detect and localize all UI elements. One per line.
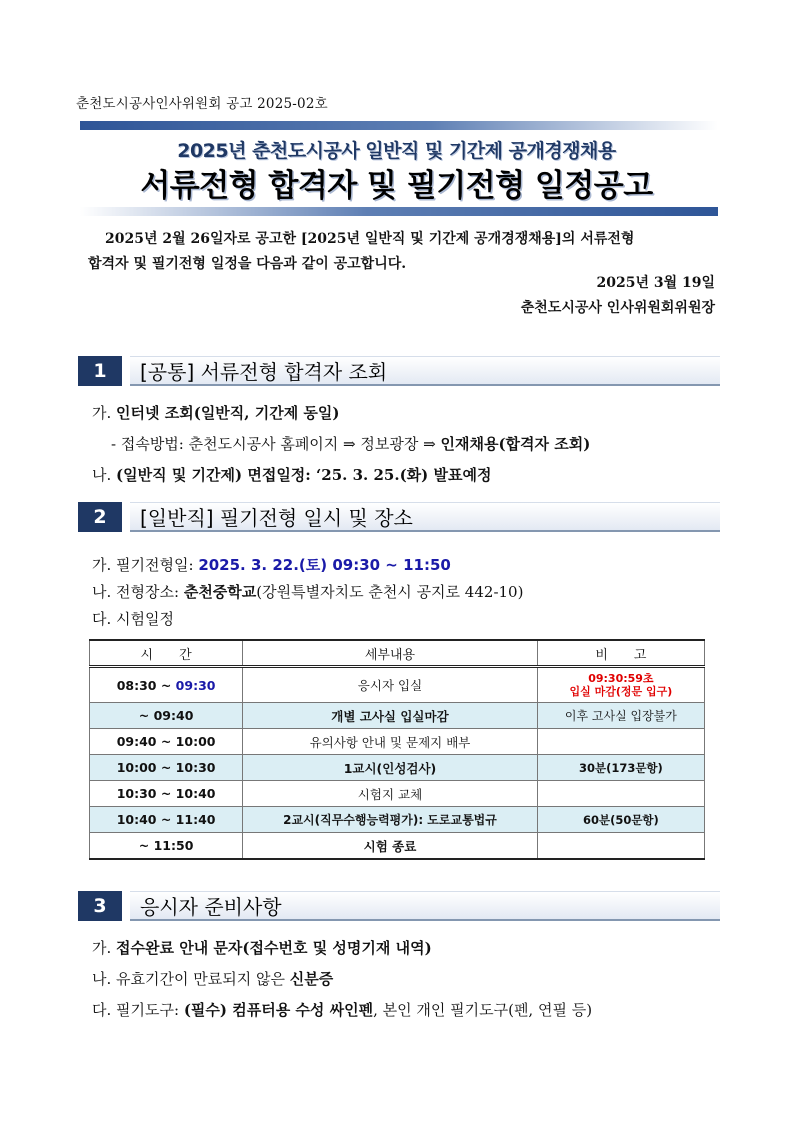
method-prefix: - 접속방법: 춘천도시공사 홈페이지 ⇒ 정보광장 ⇒: [111, 435, 436, 453]
section-title: 응시자 준비사항: [130, 891, 720, 921]
note-cell: [537, 667, 704, 703]
item-marker: 가.: [92, 404, 112, 422]
exam-place-name: 춘천중학교: [183, 583, 257, 601]
time-cell: ~ 09:40: [90, 703, 243, 729]
title-bar-top: [80, 121, 718, 130]
notice-date: 2025년 3월 19일: [596, 275, 715, 291]
section-2-item-ga: [92, 554, 451, 575]
section-1-method: [111, 433, 590, 454]
item-prefix: 나. 유효기간이 만료되지 않은: [92, 970, 285, 988]
title-bar-bottom: [80, 207, 718, 216]
page-title: 서류전형 합격자 및 필기전형 일정공고: [140, 168, 653, 204]
page-subtitle: 2025년 춘천도시공사 일반직 및 기간제 공개경쟁채용: [177, 140, 616, 162]
note-cell: 30분(173문항): [537, 755, 704, 781]
item-marker: 나.: [92, 466, 112, 484]
intro-paragraph: [88, 227, 708, 277]
item-suffix: , 본인 개인 필기도구(펜, 연필 등): [373, 1001, 593, 1019]
table-row: [90, 667, 705, 703]
section-title: [일반직] 필기전형 일시 및 장소: [130, 502, 720, 532]
exam-date-value: 2025. 3. 22.(토) 09:30 ~ 11:50: [198, 556, 451, 574]
time-cell: 10:30 ~ 10:40: [90, 781, 243, 807]
method-bold: 인재채용(합격자 조회): [440, 435, 591, 453]
note-cell: [537, 781, 704, 807]
section-1-header: [78, 356, 720, 386]
header-note: 비 고: [537, 640, 704, 667]
section-2-item-da: 다. 시험일정: [92, 610, 174, 628]
section-3-item-na: [92, 968, 333, 989]
section-3-item-da: [92, 999, 592, 1020]
table-row: [90, 807, 705, 833]
header-time: 시 간: [90, 640, 243, 667]
exam-place-address: (강원특별자치도 춘천시 공지로 442-10): [256, 583, 524, 601]
item-text: 인터넷 조회(일반직, 기간제 동일): [116, 404, 340, 422]
section-3-header: [78, 891, 720, 921]
time-start: 08:30 ~: [116, 677, 176, 693]
header-details: 세부내용: [243, 640, 538, 667]
section-number: 2: [78, 502, 122, 532]
note-line-1: 09:30:59초: [588, 672, 654, 685]
section-2-header: [78, 502, 720, 532]
desc-cell: 1교시(인성검사): [243, 755, 538, 781]
desc-cell: 응시자 입실: [243, 667, 538, 703]
table-row: [90, 703, 705, 729]
item-text: (일반직 및 기간제) 면접일정: ‘25. 3. 25.(화) 발표예정: [116, 466, 492, 484]
section-number: 3: [78, 891, 122, 921]
section-title: [공통] 서류전형 합격자 조회: [130, 356, 720, 386]
note-cell: 60분(50문항): [537, 807, 704, 833]
intro-line-1: 2025년 2월 26일자로 공고한 [2025년 일반직 및 기간제 공개경쟁채용]의 서류전형: [105, 231, 635, 247]
table-row: [90, 755, 705, 781]
table-header-row: [90, 640, 705, 667]
time-cell: 10:00 ~ 10:30: [90, 755, 243, 781]
item-bold: (필수) 컴퓨터용 수성 싸인펜: [183, 1001, 374, 1019]
table-row: [90, 729, 705, 755]
item-marker: 가.: [92, 939, 112, 957]
issuer: 춘천도시공사 인사위원회위원장: [520, 300, 715, 316]
exam-place-label: 나. 전형장소:: [92, 583, 180, 601]
note-cell: 이후 고사실 입장불가: [537, 703, 704, 729]
exam-date-label: 가. 필기전형일:: [92, 556, 194, 574]
time-cell: ~ 11:50: [90, 833, 243, 860]
section-2-item-na: [92, 581, 523, 602]
desc-cell: 개별 고사실 입실마감: [243, 703, 538, 729]
section-1-item-na: [92, 464, 491, 485]
item-text: 접수완료 안내 문자(접수번호 및 성명기재 내역): [116, 939, 432, 957]
section-3-item-ga: [92, 937, 432, 958]
item-prefix: 다. 필기도구:: [92, 1001, 180, 1019]
item-bold: 신분증: [289, 970, 334, 988]
section-1-item-ga: [92, 402, 340, 423]
time-cell: [90, 667, 243, 703]
time-cell: 10:40 ~ 11:40: [90, 807, 243, 833]
note-line-2: 입실 마감(정문 입구): [569, 685, 673, 698]
time-cell: 09:40 ~ 10:00: [90, 729, 243, 755]
intro-line-2: 합격자 및 필기전형 일정을 다음과 같이 공고합니다.: [88, 256, 407, 272]
exam-schedule-table: [89, 639, 705, 860]
notice-number: 춘천도시공사인사위원회 공고 2025-02호: [76, 96, 328, 112]
desc-cell: 2교시(직무수행능력평가): 도로교통법규: [243, 807, 538, 833]
section-number: 1: [78, 356, 122, 386]
note-cell: [537, 833, 704, 860]
desc-cell: 유의사항 안내 및 문제지 배부: [243, 729, 538, 755]
time-end: 09:30: [175, 677, 216, 693]
table-row: [90, 781, 705, 807]
desc-cell: 시험지 교체: [243, 781, 538, 807]
desc-cell: 시험 종료: [243, 833, 538, 860]
table-row: [90, 833, 705, 860]
note-cell: [537, 729, 704, 755]
